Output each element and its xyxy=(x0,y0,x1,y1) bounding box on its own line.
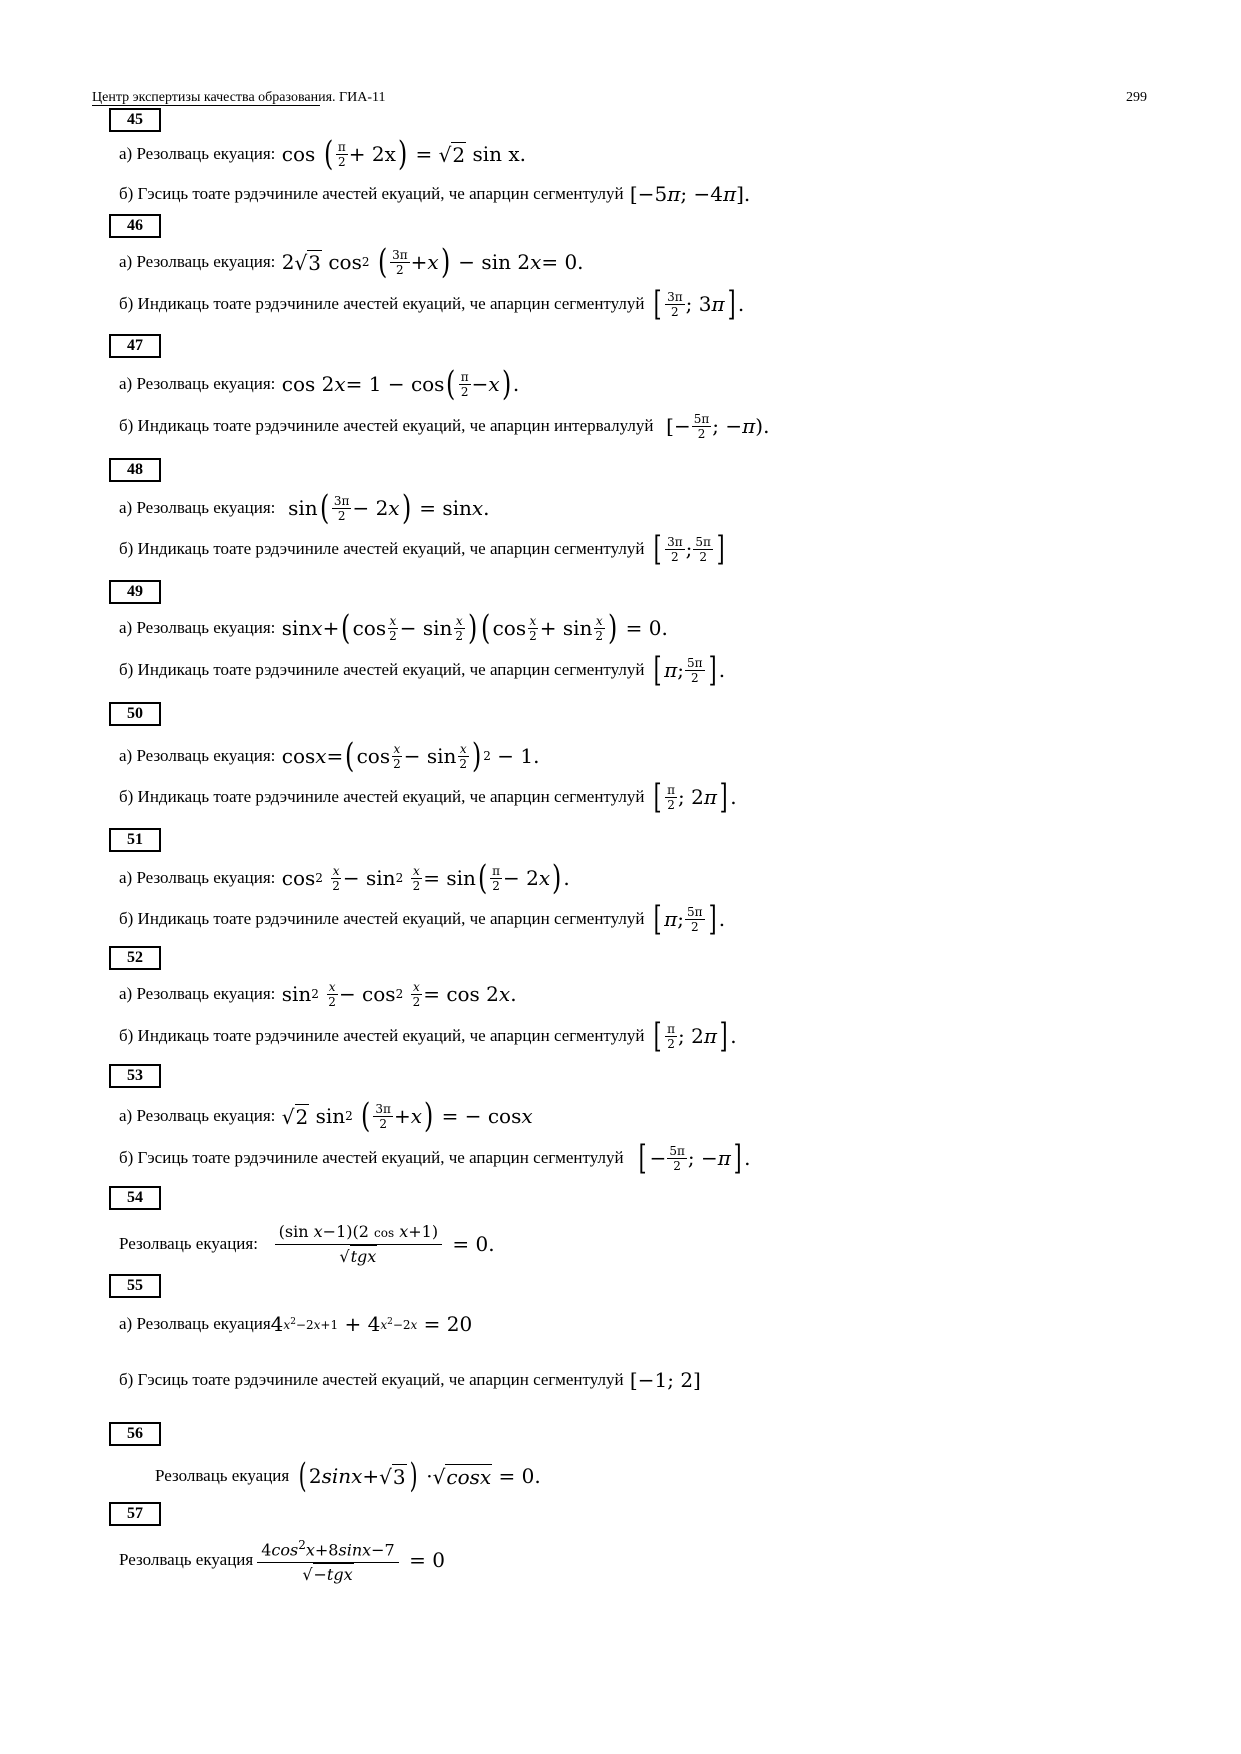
task-56-a-label: Резолваць екуация xyxy=(155,1466,290,1485)
task-number-50: 50 xyxy=(109,702,161,726)
task-52-part-a xyxy=(119,972,517,1016)
task-54-part-a xyxy=(119,1216,495,1272)
task-55-part-b xyxy=(119,1358,701,1402)
task-51-b-interval: [ π ; $\frac{5\pi}{2}$ ] . xyxy=(653,899,726,939)
task-57-a-equation: $4\cos^2x+8\sin x-7$ √ −tgx = 0 xyxy=(253,1534,445,1585)
task-number-47: 47 xyxy=(109,334,161,358)
task-46-a-equation: 2 √ 3 cos 2 ( $\frac{3\pi}{2}$ + x ) − sin 2 x = 0. xyxy=(275,242,584,282)
task-51-b-label: б) Индикаць тоате рэдэчиниле ачестей екуаций, че апарцин сегментулуй xyxy=(119,909,645,928)
task-52-a-label: а) Резолваць екуация: xyxy=(119,984,276,1003)
task-55-part-a xyxy=(119,1302,472,1346)
task-55-a-equation: 4 $x^2-2x+1$ + 4 $x^2-2x$ = 20 xyxy=(270,1312,473,1336)
task-57-part-a xyxy=(119,1530,445,1590)
task-49-a-label: а) Резолваць екуация: xyxy=(119,618,276,637)
task-number-51: 51 xyxy=(109,828,161,852)
task-47-a-label: а) Резолваць екуация: xyxy=(119,374,276,393)
task-53-part-a xyxy=(119,1094,533,1138)
task-52-b-label: б) Индикаць тоате рэдэчиниле ачестей екуаций, че апарцин сегментулуй xyxy=(119,1026,645,1045)
task-45-b-interval: [−5 π ; −4 π ]. xyxy=(623,182,751,206)
task-53-a-equation: √ 2 sin 2 ( $\frac{3\pi}{2}$ + x ) = − cos x xyxy=(281,1096,533,1136)
task-53-part-b xyxy=(119,1136,751,1180)
task-46-part-a xyxy=(119,240,584,284)
task-47-b-label: б) Индикаць тоате рэдэчиниле ачестей екуаций, че апарцин интервалулуй xyxy=(119,416,654,435)
task-50-a-label: а) Резолваць екуация: xyxy=(119,746,276,765)
task-51-part-b xyxy=(119,897,725,941)
task-52-b-interval: [ $\frac{\pi}{2}$ ; 2 π ] . xyxy=(653,1016,737,1056)
task-57-a-label: Резолваць екуация xyxy=(119,1550,254,1569)
page-header-title: Центр экспертизы качества образования. ГИА-11 xyxy=(92,90,386,105)
task-number-49: 49 xyxy=(109,580,161,604)
task-46-b-label: б) Индикаць тоате рэдэчиниле ачестей екуаций, че апарцин сегментулуй xyxy=(119,294,645,313)
task-50-part-b xyxy=(119,775,737,819)
task-52-a-equation: sin 2 $\frac{x}{2}$ − cos 2 $\frac{x}{2}$ = cos 2 x . xyxy=(275,979,517,1009)
task-46-part-b xyxy=(119,282,744,326)
task-48-part-a xyxy=(119,486,490,530)
task-51-a-label: а) Резолваць екуация: xyxy=(119,868,276,887)
task-54-a-label: Резолваць екуация: xyxy=(119,1234,258,1253)
task-53-b-interval: [ − $\frac{5\pi}{2}$ ; − π ] . xyxy=(638,1138,751,1178)
task-49-part-a xyxy=(119,606,668,650)
task-number-45: 45 xyxy=(109,108,161,132)
task-47-part-a xyxy=(119,362,519,406)
task-55-b-label: б) Гэсиць тоате рэдэчиниле ачестей екуаций, че апарцин сегментулуй xyxy=(119,1370,624,1389)
task-number-46: 46 xyxy=(109,214,161,238)
task-number-53: 53 xyxy=(109,1064,161,1088)
task-number-57: 57 xyxy=(109,1502,161,1526)
task-49-part-b xyxy=(119,648,725,692)
header-underline xyxy=(92,105,320,106)
task-50-a-equation: cos x = ( cos $\frac{x}{2}$ − sin $\frac{x}{2}$ ) 2 − 1. xyxy=(275,736,540,776)
task-54-a-equation: (sin x−1)(2 cos x+1) √ tgx = 0. xyxy=(258,1221,495,1268)
task-52-part-b xyxy=(119,1014,737,1058)
task-51-a-equation: cos 2 $\frac{x}{2}$ − sin 2 $\frac{x}{2}$ = sin ( $\frac{\pi}{2}$ − 2 x ) . xyxy=(275,858,570,898)
task-50-b-label: б) Индикаць тоате рэдэчиниле ачестей екуаций, че апарцин сегментулуй xyxy=(119,787,645,806)
task-49-a-equation: sin x + ( cos $\frac{x}{2}$ − sin $\frac{x}{2}$ ) ( cos $\frac{x}{2}$ + sin $\frac{x}{2}$ ) = 0. xyxy=(275,608,668,648)
task-48-part-b xyxy=(119,527,727,571)
task-45-a-label: а) Резолваць екуация: xyxy=(119,144,276,163)
task-45-part-b xyxy=(119,172,750,216)
task-46-b-interval: [ $\frac{3\pi}{2}$ ; 3 π ] . xyxy=(653,284,745,324)
task-53-a-label: а) Резолваць екуация: xyxy=(119,1106,276,1125)
task-48-b-interval: [ $\frac{3\pi}{2}$ ; $\frac{5\pi}{2}$ ] xyxy=(653,529,725,569)
task-45-a-equation: cos ( $\frac{\pi}{2}$ + 2x ) = √ 2 sin x. xyxy=(275,134,527,174)
task-51-part-a xyxy=(119,856,570,900)
task-45-part-a xyxy=(119,132,526,176)
task-55-b-interval: [−1; 2] xyxy=(623,1368,701,1392)
page-number: 299 xyxy=(1126,90,1147,105)
task-45-b-label: б) Гэсиць тоате рэдэчиниле ачестей екуаций, че апарцин сегментулуй xyxy=(119,184,624,203)
task-48-a-equation: sin ( $\frac{3\pi}{2}$ − 2 x ) = sin x . xyxy=(275,488,490,528)
task-47-b-interval: [− $\frac{5\pi}{2}$ ; − π ). xyxy=(653,411,770,441)
task-53-b-label: б) Гэсиць тоате рэдэчиниле ачестей екуаций, че апарцин сегментулуй xyxy=(119,1148,624,1167)
task-56-part-a xyxy=(155,1454,541,1498)
task-49-b-label: б) Индикаць тоате рэдэчиниле ачестей екуаций, че апарцин сегментулуй xyxy=(119,660,645,679)
task-number-54: 54 xyxy=(109,1186,161,1210)
task-48-a-label: а) Резолваць екуация: xyxy=(119,498,276,517)
task-number-48: 48 xyxy=(109,458,161,482)
task-50-part-a xyxy=(119,734,540,778)
task-56-a-equation: ( 2 sinx + √ 3 ) · √ cosx = 0. xyxy=(298,1456,541,1496)
task-49-b-interval: [ π ; $\frac{5\pi}{2}$ ] . xyxy=(653,650,726,690)
task-number-55: 55 xyxy=(109,1274,161,1298)
task-46-a-label: а) Резолваць екуация: xyxy=(119,252,276,271)
task-47-part-b xyxy=(119,404,769,448)
task-number-52: 52 xyxy=(109,946,161,970)
task-47-a-equation: cos 2 x = 1 − cos ( $\frac{\pi}{2}$ − x ) . xyxy=(275,364,520,404)
task-48-b-label: б) Индикаць тоате рэдэчиниле ачестей екуаций, че апарцин сегментулуй xyxy=(119,539,645,558)
task-50-b-interval: [ $\frac{\pi}{2}$ ; 2 π ] . xyxy=(653,777,737,817)
task-number-56: 56 xyxy=(109,1422,161,1446)
task-55-a-label: а) Резолваць екуация xyxy=(119,1314,271,1333)
